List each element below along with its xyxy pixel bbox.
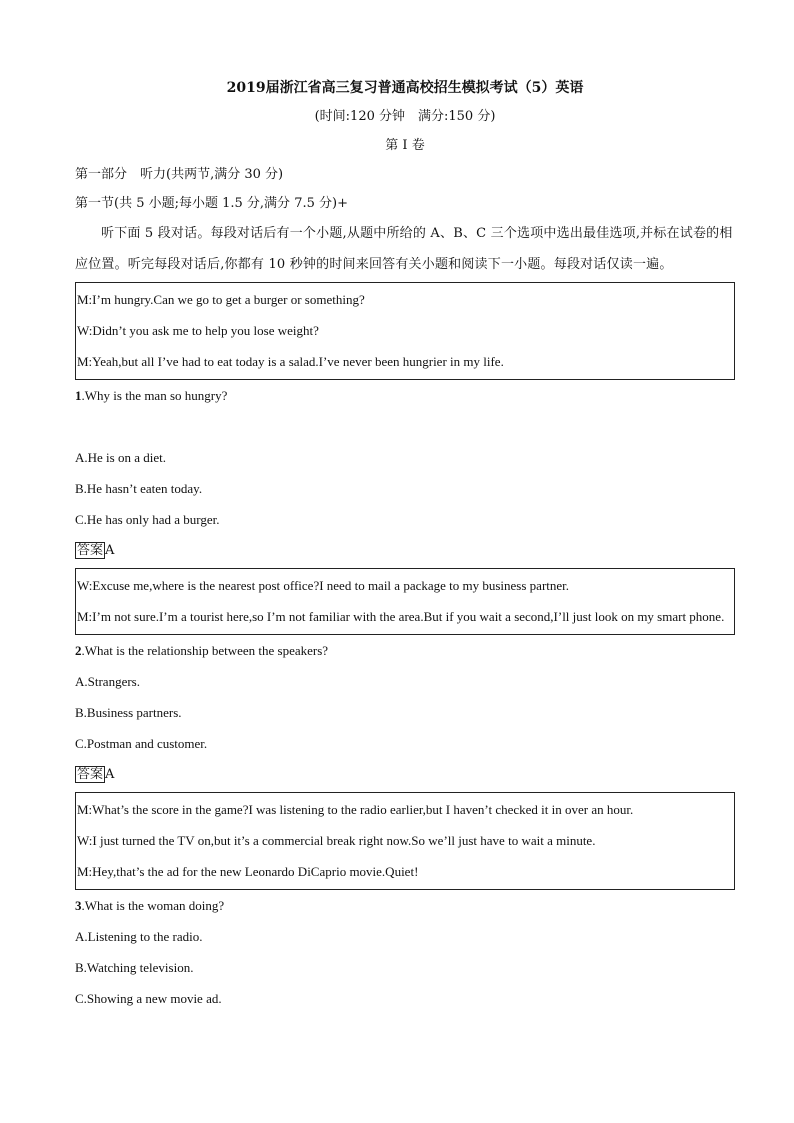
exam-time-info: (时间:120 分钟 满分:150 分) (314, 109, 496, 124)
section-heading: 第一节(共 5 小题;每小题 1.5 分,满分 7.5 分)+ (75, 196, 348, 211)
option-b: B.Watching television. (75, 960, 194, 975)
option-a: A.Strangers. (75, 674, 140, 689)
dialogue-line: W:I just turned the TV on,but it’s a commercial break right now.So we’ll just have to wait a minute. (77, 833, 596, 848)
option-c: C.Showing a new movie ad. (75, 991, 222, 1006)
question-text: .Why is the man so hungry? (81, 388, 228, 403)
exam-page (75, 78, 735, 1014)
dialogue-box-3 (75, 792, 735, 890)
option-b: B.He hasn’t eaten today. (75, 481, 203, 496)
dialogue-line: M:I’m not sure.I’m a tourist here,so I’m not familiar with the area.But if you wait a second,I’ll just look on my smart phone. (77, 609, 725, 624)
option-a: A.Listening to the radio. (75, 929, 203, 944)
volume-label: 第 I 卷 (385, 138, 425, 153)
dialogue-line: M:I’m hungry.Can we go to get a burger or something? (77, 292, 365, 307)
answer-2 (75, 759, 735, 790)
option-c: C.He has only had a burger. (75, 512, 220, 527)
question-number: 3 (75, 898, 82, 913)
dialogue-box-1 (75, 282, 735, 380)
part-heading: 第一部分 听力(共两节,满分 30 分) (75, 167, 284, 182)
answer-tag: 答案 (77, 767, 104, 782)
answer-value: A (105, 767, 115, 782)
option-b: B.Business partners. (75, 705, 182, 720)
question-number: 1 (75, 388, 82, 403)
question-3 (75, 890, 735, 921)
dialogue-line: W:Didn’t you ask me to help you lose weight? (77, 323, 319, 338)
answer-1 (75, 535, 735, 566)
dialogue-line: M:Yeah,but all I’ve had to eat today is a salad.I’ve never been hungrier in my life. (77, 354, 504, 369)
option-c: C.Postman and customer. (75, 736, 208, 751)
question-text: .What is the woman doing? (81, 898, 225, 913)
page-title: 2019届浙江省高三复习普通高校招生模拟考试（5）英语 (226, 80, 584, 96)
question-2 (75, 635, 735, 666)
question-number: 2 (75, 643, 82, 658)
option-a: A.He is on a diet. (75, 450, 166, 465)
question-1 (75, 380, 735, 411)
dialogue-box-2 (75, 568, 735, 635)
answer-space (75, 411, 735, 442)
dialogue-line: W:Excuse me,where is the nearest post office?I need to mail a package to my business partner. (77, 578, 570, 593)
instructions: 听下面 5 段对话。每段对话后有一个小题,从题中所给的 A、B、C 三个选项中选出最佳选项,并标在试卷的相应位置。听完每段对话后,你都有 10 秒钟的时间来回答有关小题和阅读下一小题。每段对话仅读一遍。 (75, 226, 733, 272)
dialogue-line: M:What’s the score in the game?I was listening to the radio earlier,but I haven’t checked it in over an hour. (77, 802, 634, 817)
dialogue-line: M:Hey,that’s the ad for the new Leonardo DiCaprio movie.Quiet! (77, 864, 419, 879)
answer-value: A (105, 543, 115, 558)
answer-tag: 答案 (77, 543, 104, 558)
question-text: .What is the relationship between the speakers? (81, 643, 329, 658)
